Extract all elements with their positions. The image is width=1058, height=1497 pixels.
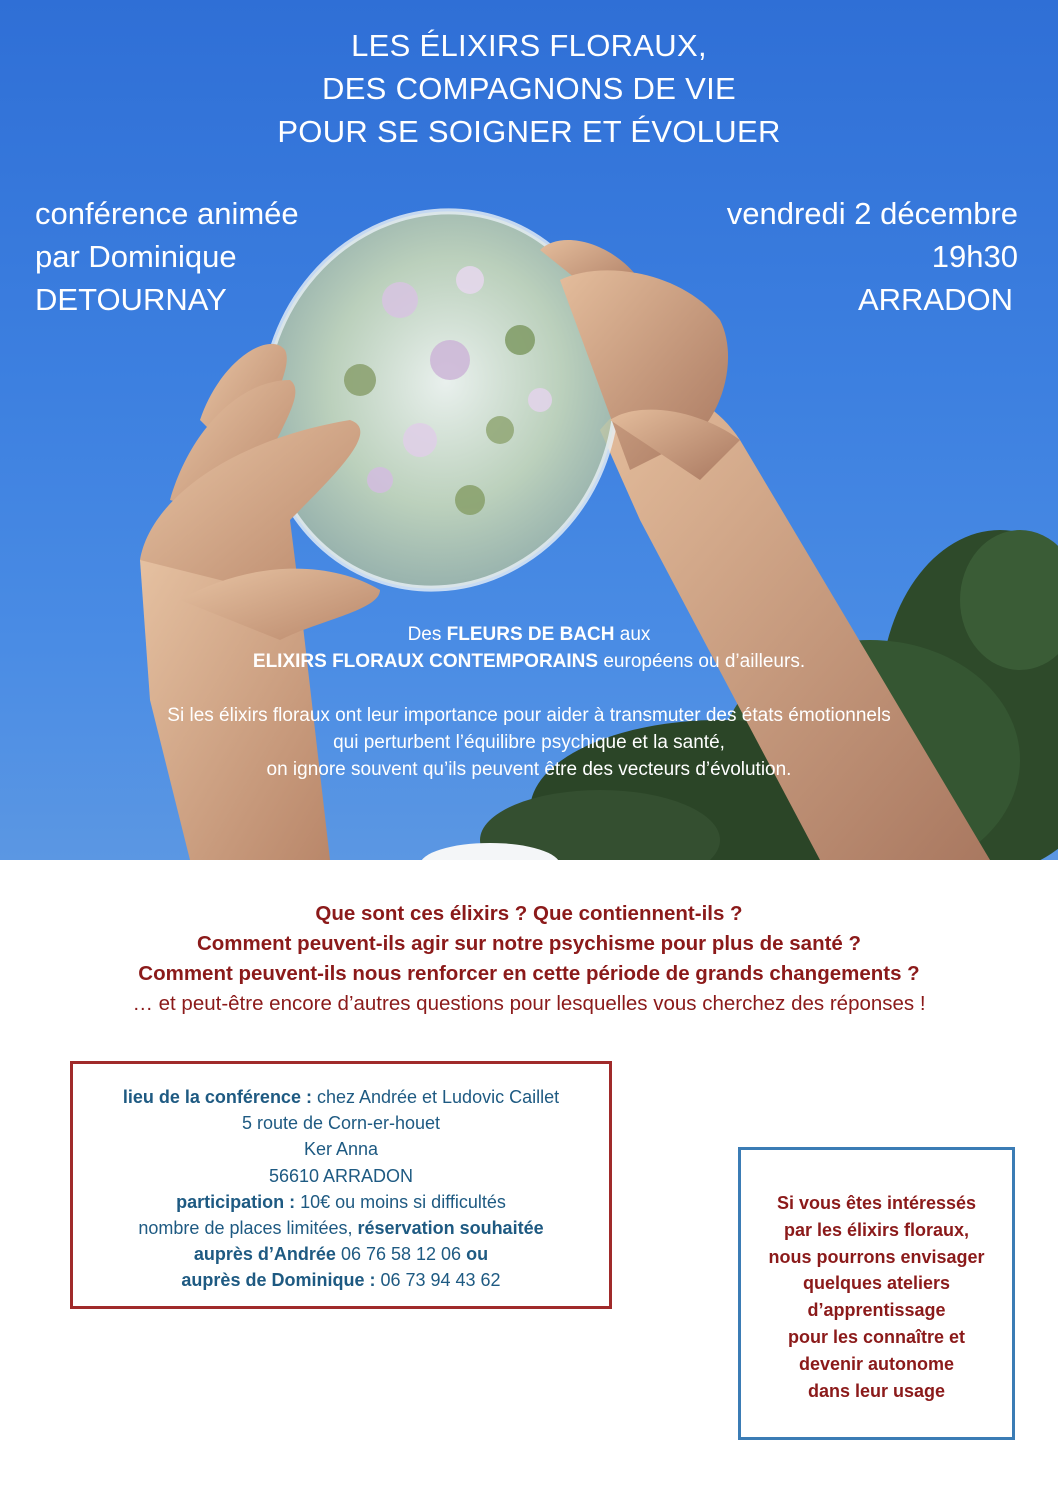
question-4: … et peut-être encore d’autres questions pour lesquelles vous cherchez des réponses !: [132, 992, 926, 1015]
intro-bach: FLEURS DE BACH: [446, 624, 615, 645]
workshop-line-1: Si vous êtes intéressés: [776, 1193, 977, 1213]
reservation-text: réservation souhaitée: [357, 1218, 544, 1239]
contact-andree: [73, 1241, 609, 1267]
participation-label: participation :: [176, 1191, 296, 1212]
speaker-line-2: par Dominique: [35, 239, 237, 274]
contact-andree-label: auprès d’Andrée: [193, 1244, 336, 1265]
contact-andree-phone[interactable]: 06 76 58 12 06: [335, 1244, 467, 1265]
places-line: [73, 1215, 609, 1241]
event-details: [727, 192, 1018, 321]
venue-hosts: chez Andrée et Ludovic Caillet: [311, 1087, 560, 1107]
poster-title: [0, 24, 1058, 153]
contact-dominique-label: auprès de Dominique :: [181, 1270, 376, 1291]
contact-dominique: [73, 1267, 609, 1293]
questions-block: [0, 899, 1058, 1019]
places-text: nombre de places limitées,: [138, 1218, 358, 1239]
participation-line: [73, 1189, 609, 1215]
title-line-2: DES COMPAGNONS DE VIE: [322, 71, 736, 106]
workshop-line-2: par les élixirs floraux,: [783, 1219, 970, 1240]
intro-para-line-1: Si les élixirs floraux ont leur importance pour aider à transmuter des états émotionnels: [167, 705, 891, 726]
intro-line-1-pre: Des: [407, 624, 447, 645]
venue-box: [70, 1061, 612, 1309]
contact-dominique-phone[interactable]: 06 73 94 43 62: [375, 1270, 501, 1291]
intro-line-1: [0, 621, 1058, 648]
speaker-line-1: conférence animée: [35, 196, 299, 231]
venue-line: [73, 1084, 609, 1110]
intro-line-1-post: aux: [614, 624, 651, 645]
contact-or: ou: [466, 1244, 489, 1265]
title-line-3: POUR SE SOIGNER ET ÉVOLUER: [277, 114, 781, 149]
workshop-line-5: d’apprentissage: [807, 1300, 946, 1321]
speaker-line-3: DETOURNAY: [35, 282, 227, 317]
intro-line-2-post: européens ou d’ailleurs.: [598, 651, 806, 672]
participation-value: 10€ ou moins si difficultés: [295, 1191, 506, 1212]
workshop-line-3: nous pourrons envisager: [768, 1246, 985, 1267]
workshop-line-8: dans leur usage: [807, 1380, 946, 1401]
question-1: Que sont ces élixirs ? Que contiennent-ils ?: [315, 902, 743, 925]
intro-para-line-3: on ignore souvent qu’ils peuvent être des vecteurs d’évolution.: [266, 759, 792, 780]
speaker-block: [35, 192, 299, 321]
workshop-line-4: quelques ateliers: [802, 1273, 951, 1294]
workshop-box: [738, 1147, 1015, 1440]
intro-para-line-2: qui perturbent l’équilibre psychique et la santé,: [333, 732, 725, 753]
event-time: 19h30: [931, 239, 1018, 274]
event-place: ARRADON: [857, 282, 1013, 317]
venue-label: lieu de la conférence :: [122, 1087, 312, 1107]
title-line-1: LES ÉLIXIRS FLORAUX,: [351, 28, 707, 63]
venue-address-3: 56610 ARRADON: [268, 1165, 414, 1186]
venue-address-2: Ker Anna: [303, 1139, 379, 1160]
workshop-line-6: pour les connaître et: [787, 1326, 966, 1347]
intro-contemporains: ELIXIRS FLORAUX CONTEMPORAINS: [252, 651, 599, 672]
question-3: Comment peuvent-ils nous renforcer en cette période de grands changements ?: [138, 962, 920, 985]
intro-text: [0, 621, 1058, 783]
event-date: vendredi 2 décembre: [726, 196, 1018, 231]
question-2: Comment peuvent-ils agir sur notre psychisme pour plus de santé ?: [196, 932, 862, 955]
workshop-line-7: devenir autonome: [798, 1353, 955, 1374]
venue-address-1: 5 route de Corn-er-houet: [241, 1113, 441, 1134]
intro-line-2: [0, 648, 1058, 675]
